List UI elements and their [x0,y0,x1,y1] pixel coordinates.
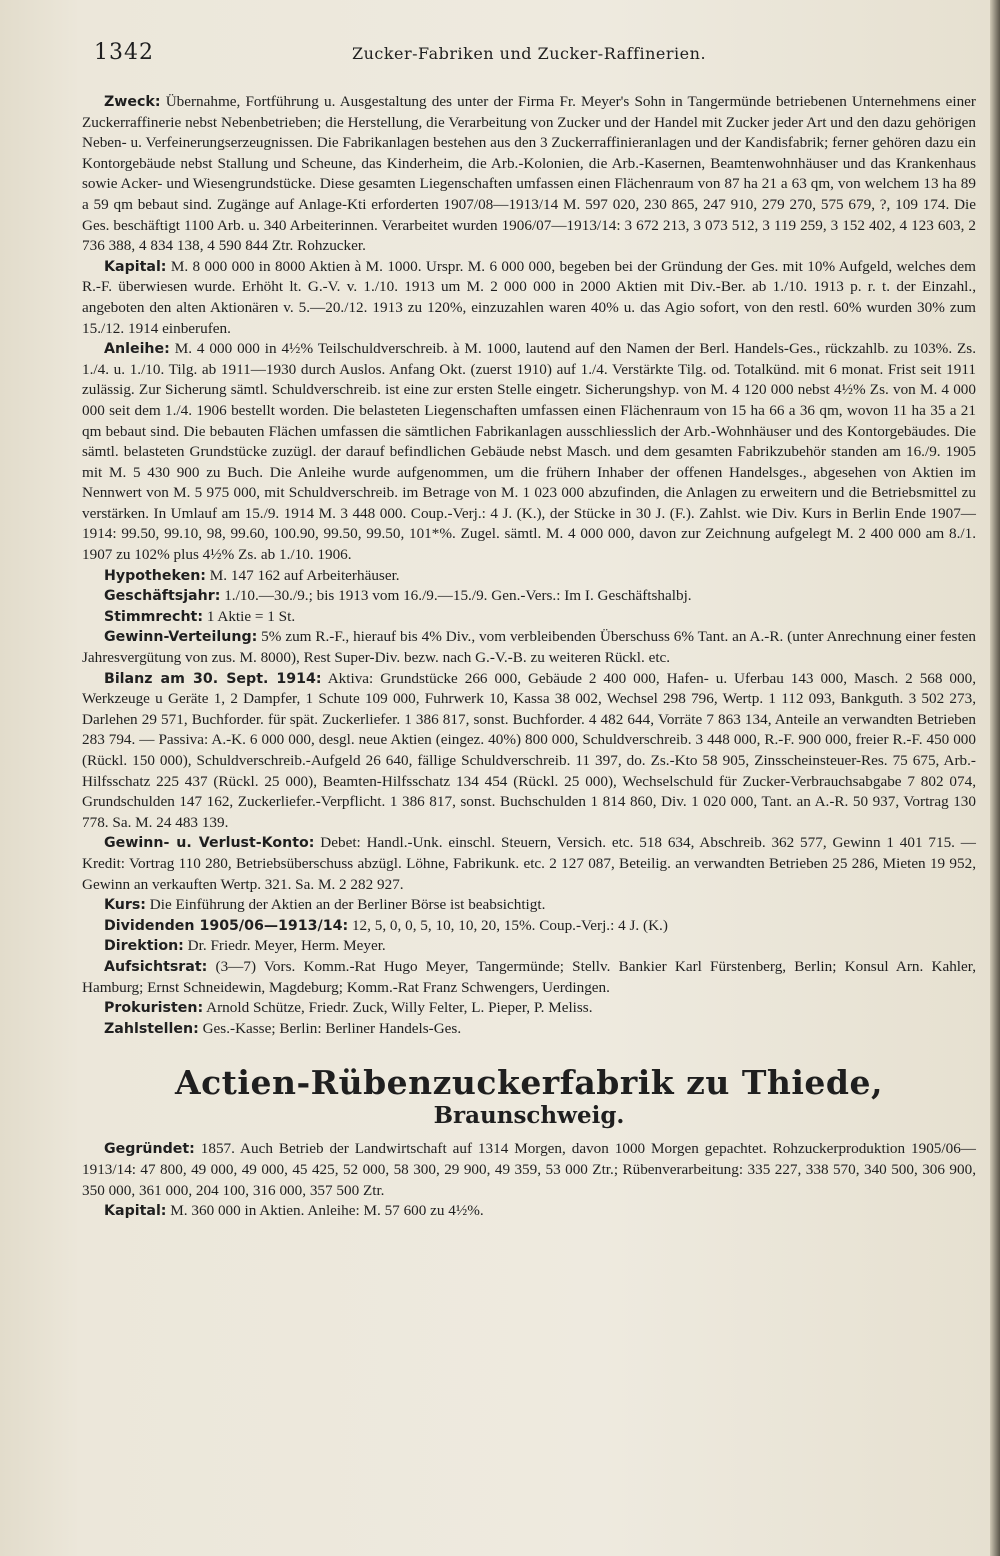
entry-label: Kurs: [104,897,146,914]
entry-paragraph [82,92,976,257]
entry-paragraph [82,1019,976,1040]
entry-paragraph [82,586,976,607]
entry-label: Prokuristen: [104,1000,204,1017]
entry-text: M. 4 000 000 in 4½% Teilschuldverschreib. à M. 1000, lautend auf den Namen der Berl. Handels-Ges., rückzahlb. zu 103%. Zs. 1./4. u. 1./10. Tilg. ab 1911—1930 durch Auslos. Anfang Okt. (zuerst 1910) auf 1./4. Verstärkte Tilg. od. Totalkünd. mit 6 monat. Frist seit 1911 zulässig. Zur Sicherung sämtl. Schuldverschreib. ist eine zur ersten Stelle eingetr. Sicherungshyp. von M. 4 120 000 nebst 4½% Zs. von M. 4 000 000 seit dem 1./4. 1906 bestellt worden. Die belasteten Liegenschaften umfassen einen Flächenraum von 15 ha 66 a 36 qm, wovon 11 ha 35 a 21 qm bebaut sind. Die bebauten Flächen umfassen die sämtlichen Fabrikanlagen ausschliesslich der Arb.-Wohnhäuser und des Kontorgebäudes. Die sämtl. belasteten Grundstücke zuzügl. der darauf befindlichen Gebäude nebst Masch. und dem gesamten Fabrikzubehör standen am 16./9. 1905 mit M. 5 430 900 zu Buch. Die Anleihe wurde aufgenommen, um die frühern Inhaber der offenen Handelsges., abgesehen von Aktien im Nennwert von M. 5 975 000, mit Schuldverschreib. im Betrage von M. 1 023 000 abzufinden, die Anlagen zu erweitern und die Betriebsmittel zu verstärken. In Umlauf am 15./9. 1914 M. 3 448 000. Coup.-Verj.: 4 J. (K.), der Stücke in 30 J. (F.). Zahlst. wie Div. Kurs in Berlin Ende 1907—1914: 99.50, 99.10, 98, 99.60, 100.90, 99.50, 99.50, 101*%. Zugel. sämtl. M. 4 000 000, davon zur Zeichnung aufgelegt M. 2 400 000 am 8./1. 1907 zu 102% plus 4½% Zs. ab 1./10. 1906. [82,340,976,564]
entry-paragraph [82,895,976,916]
entry-text: M. 360 000 in Aktien. Anleihe: M. 57 600 zu 4½%. [166,1202,484,1220]
company-heading-thiede [82,1063,976,1129]
entry-text: Ges.-Kasse; Berlin: Berliner Handels-Ges. [198,1019,462,1037]
entry-label: Kapital: [104,258,167,275]
entry-paragraph [82,627,976,668]
entry-text: 5% zum R.-F., hierauf bis 4% Div., vom verbleibenden Überschuss 6% Tant. an A.-R. (unter Anrechnung einer festen Jahresvergütung von zus. M. 8000), Rest Super-Div. bezw. nach G.-V.-B. zu weiteren Rückl. etc. [82,628,976,667]
entry-label: Bilanz am 30. Sept. 1914: [104,670,322,687]
entry-paragraph [82,669,976,834]
entry-label: Aufsichtsrat: [104,958,208,975]
entry-text: M. 147 162 auf Arbeiterhäuser. [205,566,400,584]
entry-paragraph [82,566,976,587]
entry-paragraph [82,607,976,628]
entry-text: Arnold Schütze, Friedr. Zuck, Willy Felter, L. Pieper, P. Meliss. [203,999,593,1017]
entry-text: (3—7) Vors. Komm.-Rat Hugo Meyer, Tangermünde; Stellv. Bankier Karl Fürstenberg, Berlin; Konsul Arn. Kahler, Hamburg; Ernst Schneidewin, Magdeburg; Komm.-Rat Franz Schwengers, Uerdingen. [82,957,976,996]
entry-paragraph [82,916,976,937]
entry-paragraph [82,998,976,1019]
entry-label: Anleihe: [104,341,170,358]
entry-label: Gewinn- u. Verlust-Konto: [104,835,315,852]
entry-label: Geschäftsjahr: [104,588,221,605]
page-header [82,34,976,64]
company-entry-meyer-sohn [82,92,976,1039]
entry-text: 1857. Auch Betrieb der Landwirtschaft auf 1314 Morgen, davon 1000 Morgen gepachtet. Rohzuckerproduktion 1905/06—1913/14: 47 800, 49 000, 49 000, 45 425, 52 000, 58 300, 29 900, 49 359, 53 000 Ztr.; Rübenverarbeitung: 335 227, 338 570, 340 500, 306 900, 350 000, 361 000, 204 100, 316 000, 357 500 Ztr. [82,1140,976,1199]
entry-text: Aktiva: Grundstücke 266 000, Gebäude 2 400 000, Hafen- u. Uferbau 143 000, Masch. 2 568 000, Werkzeuge u Geräte 1, 2 Dampfer, 1 Schute 109 000, Fuhrwerk 10, Kassa 38 002, Wechsel 298 796, Wertp. 1 112 093, Bankguth. 3 502 273, Darlehen 29 571, Buchforder. für spät. Zuckerliefer. 1 386 817, sonst. Buchforder. 4 482 644, Vorräte 7 863 134, Anteile an verwandten Betrieben 283 794. — Passiva: A.-K. 6 000 000, desgl. neue Aktien (eingez. 40%) 800 000, Schuldverschreib. 3 448 000, R.-F. 900 000, freier R.-F. 450 000 (Rückl. 150 000), Schuldverschreib.-Aufgeld 26 640, fällige Schuldverschreib. 11 397, do. Zs.-Kto 58 905, Zinsscheinsteuer-Res. 75 675, Arb.-Hilfsschatz 225 437 (Rückl. 25 000), Beamten-Hilfsschatz 134 454 (Rückl. 25 000), Wechselschuld für Zucker-Verbrauchsabgabe 7 802 074, Grundschulden 147 162, Zuckerliefer.-Verpflicht. 1 386 817, sonst. Buchschulden 1 814 860, Div. 1 020 000, Tant. an A.-R. 50 937, Vortrag 130 778. Sa. M. 24 483 139. [82,669,977,831]
company-location: Braunschweig. [433,1102,625,1130]
company-name: Actien-Rübenzuckerfabrik zu Thiede, [174,1063,883,1103]
running-title: Zucker-Fabriken und Zucker-Raffinerien. [351,44,707,63]
entry-label: Dividenden 1905/06—1913/14: [104,917,349,934]
page-number: 1342 [94,40,154,65]
entry-text: 1./10.—30./9.; bis 1913 vom 16./9.—15./9. Gen.-Vers.: Im I. Geschäftshalbj. [220,587,692,605]
entry-label: Gewinn-Verteilung: [104,629,258,646]
entry-label: Direktion: [104,938,184,955]
entry-paragraph [82,1201,976,1222]
entry-paragraph [82,339,976,566]
entry-paragraph [82,936,976,957]
entry-label: Hypotheken: [104,567,206,584]
entry-label: Stimmrecht: [104,608,204,625]
entry-label: Gegründet: [104,1141,195,1158]
entry-label: Kapital: [104,1203,167,1220]
entry-paragraph [82,257,976,339]
entry-paragraph [82,1139,976,1201]
entry-paragraph [82,833,976,895]
entry-text: M. 8 000 000 in 8000 Aktien à M. 1000. Urspr. M. 6 000 000, begeben bei der Gründung der Ges. mit 10% Aufgeld, welches dem R.-F. überwiesen wurde. Erhöht lt. G.-V. v. 1./10. 1913 um M. 2 000 000 in 2000 Aktien mit Div.-Ber. ab 1./10. 1913 p. r. t. der Einzahl., angeboten den alten Aktionären v. 5.—20./12. 1913 zu 120%, einzuzahlen waren 40% u. das Agio sofort, von den restl. 60% wurden 30% zum 15./12. 1914 einberufen. [82,257,976,337]
entry-paragraph [82,957,976,998]
entry-text: Dr. Friedr. Meyer, Herm. Meyer. [183,937,386,955]
company-entry-thiede [82,1139,976,1221]
entry-text: 12, 5, 0, 0, 5, 10, 10, 20, 15%. Coup.-Verj.: 4 J. (K.) [348,916,668,934]
entry-text: Debet: Handl.-Unk. einschl. Steuern, Versich. etc. 518 634, Abschreib. 362 577, Gewinn 1 401 715. — Kredit: Vortrag 110 280, Betriebsüberschuss abzügl. Löhne, Fabrikunk. etc. 2 127 087, Beteilig. an verwandten Betrieben 25 286, Mieten 19 952, Gewinn an verkauften Wertp. 321. Sa. M. 2 282 927. [82,834,976,893]
entry-text: 1 Aktie = 1 St. [203,607,296,625]
entry-label: Zweck: [104,94,161,110]
entry-text: Übernahme, Fortführung u. Ausgestaltung des unter der Firma Fr. Meyer's Sohn in Tangermünde betriebenen Unternehmens einer Zuckerraffinerie nebst Nebenbetrieben; die Herstellung, die Verarbeitung von Zucker und der Handel mit Zucker jeder Art und den dazu gehörigen Neben- u. Verfeinerungserzeugnissen. Die Fabrikanlagen bestehen aus den 3 Zuckerraffinieranlagen und der Kandisfabrik; ferner gehören dazu ein Kontorgebäude nebst Stallung und Scheune, das Kinderheim, die Arb.-Kolonien, die Arb.-Kasernen, Beamtenwohnhäuser und das Krankenhaus sowie Acker- und Wiesengrundstücke. Diese gesamten Liegenschaften umfassen einen Flächenraum von 87 ha 21 a 63 qm, von welchem 13 ha 89 a 59 qm bebaut sind. Zugänge auf Anlage-Kti erforderten 1907/08—1913/14 M. 597 020, 230 865, 247 910, 279 270, 575 679, ?, 109 174. Die Ges. beschäftigt 1100 Arb. u. 340 Arbeiterinnen. Verarbeitet wurden 1906/07—1913/14: 3 672 213, 3 073 512, 3 119 259, 3 152 402, 4 123 603, 2 736 388, 4 834 138, 4 590 844 Ztr. Rohzucker. [82,93,976,255]
book-spine-shadow [990,0,1000,1556]
entry-label: Zahlstellen: [104,1020,199,1037]
entry-text: Die Einführung der Aktien an der Berliner Börse ist beabsichtigt. [145,896,546,914]
